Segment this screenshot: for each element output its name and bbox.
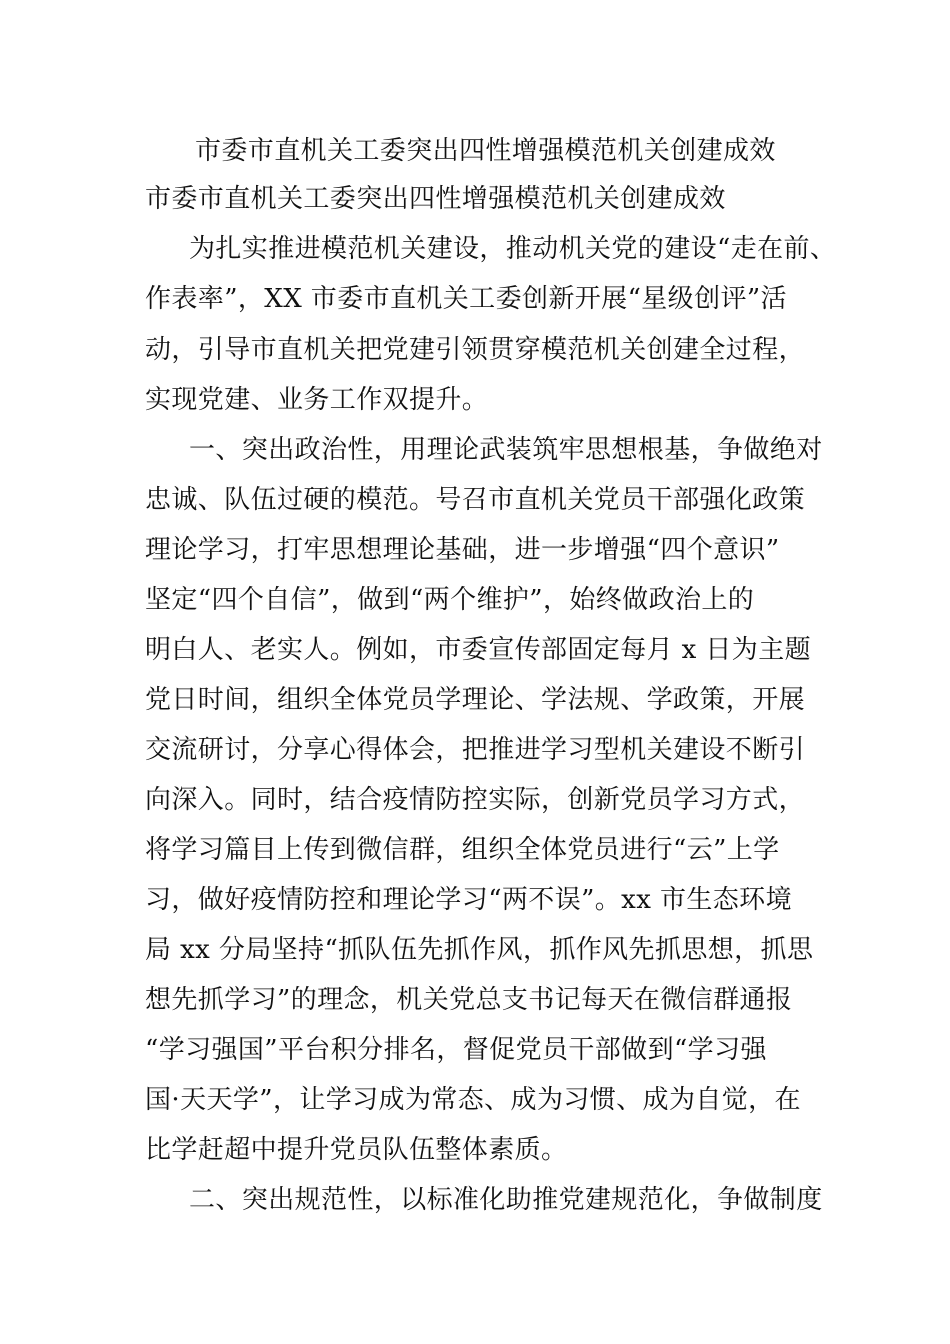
paragraph-line: 想先抓学习”的理念，机关党总支书记每天在微信群通报 xyxy=(145,985,793,1015)
paragraph-line: 比学赶超中提升党员队伍整体素质。 xyxy=(145,1135,568,1165)
document-title: 市委市直机关工委突出四性增强模范机关创建成效 xyxy=(195,136,776,166)
paragraph-line: “学习强国”平台积分排名，督促党员干部做到“学习强 xyxy=(145,1035,767,1065)
paragraph-line: 实现党建、业务工作双提升。 xyxy=(145,385,489,415)
paragraph-line: 理论学习，打牢思想理论基础，进一步增强“四个意识” xyxy=(145,535,780,565)
paragraph-line: 明白人、老实人。例如，市委宣传部固定每月 x 日为主题 xyxy=(145,635,811,665)
paragraph-line: 一、突出政治性，用理论武装筑牢思想根基，争做绝对 xyxy=(189,435,823,465)
document-title-repeat: 市委市直机关工委突出四性增强模范机关创建成效 xyxy=(145,184,726,214)
paragraph-line: 坚定“四个自信”，做到“两个维护”，始终做政治上的 xyxy=(145,585,755,615)
paragraph-line: 将学习篇目上传到微信群，组织全体党员进行“云”上学 xyxy=(145,835,780,865)
paragraph-line: 为扎实推进模范机关建设，推动机关党的建设“走在前、 xyxy=(189,234,837,264)
paragraph-line: 动，引导市直机关把党建引领贯穿模范机关创建全过程， xyxy=(145,335,806,365)
paragraph-line: 国·天天学”，让学习成为常态、成为习惯、成为自觉，在 xyxy=(145,1085,801,1115)
paragraph-line: 二、突出规范性，以标准化助推党建规范化，争做制度 xyxy=(189,1185,823,1215)
paragraph-line: 交流研讨，分享心得体会，把推进学习型机关建设不断引 xyxy=(145,735,806,765)
paragraph-line: 忠诚、队伍过硬的模范。号召市直机关党员干部强化政策 xyxy=(145,485,806,515)
paragraph-line: 作表率”，XX 市委市直机关工委创新开展“星级创评”活 xyxy=(145,284,787,314)
paragraph-line: 习，做好疫情防控和理论学习“两不误”。xx 市生态环境 xyxy=(145,885,792,915)
paragraph-line: 局 xx 分局坚持“抓队伍先抓作风，抓作风先抓思想，抓思 xyxy=(145,935,814,965)
paragraph-line: 党日时间，组织全体党员学理论、学法规、学政策，开展 xyxy=(145,685,806,715)
paragraph-line: 向深入。同时，结合疫情防控实际，创新党员学习方式， xyxy=(145,785,806,815)
